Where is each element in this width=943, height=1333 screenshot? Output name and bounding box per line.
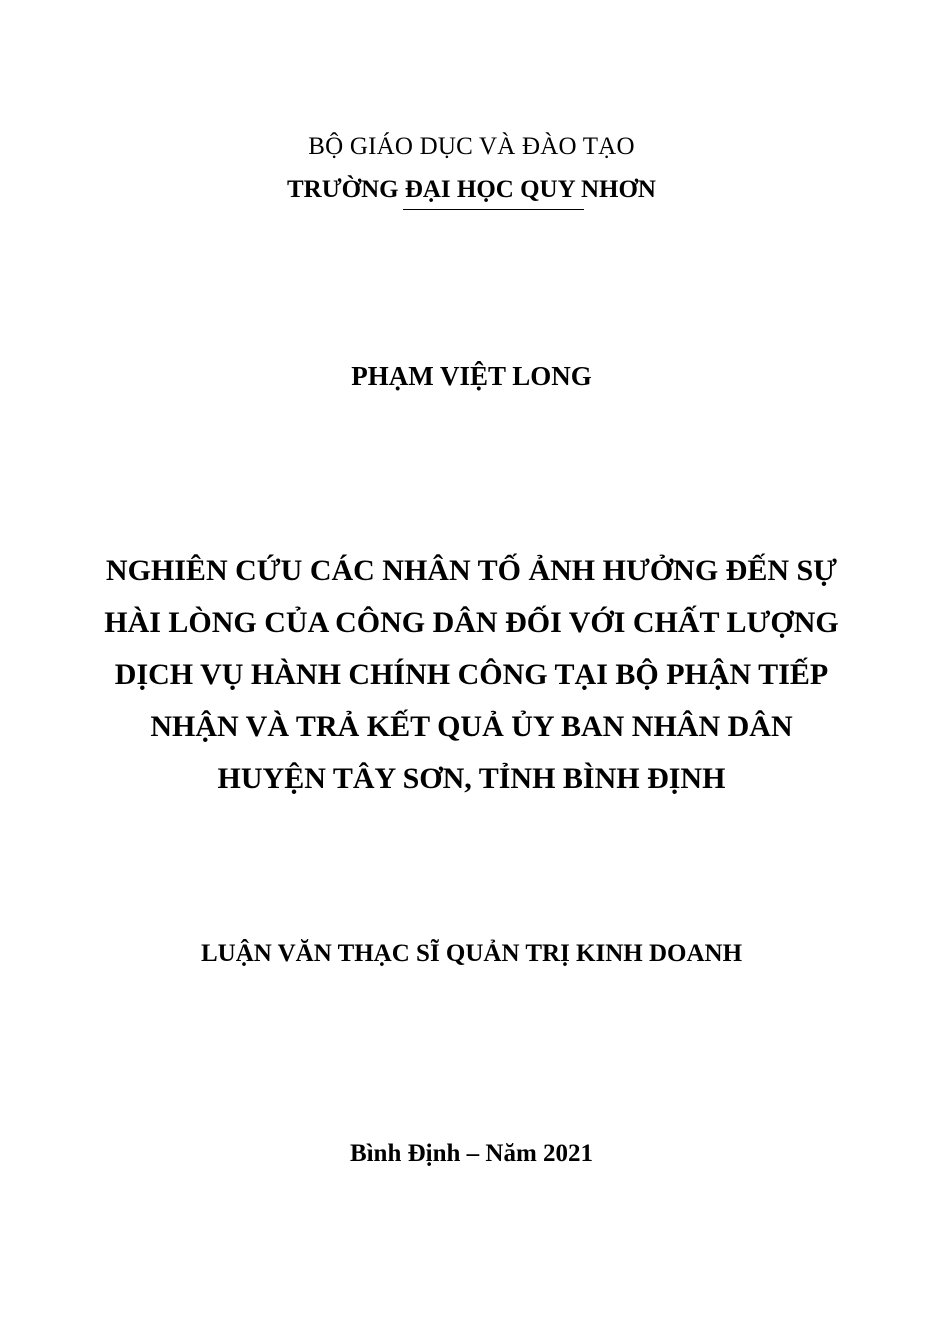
title-line: NHẬN VÀ TRẢ KẾT QUẢ ỦY BAN NHÂN DÂN bbox=[150, 710, 793, 743]
title-line: HÀI LÒNG CỦA CÔNG DÂN ĐỐI VỚI CHẤT LƯỢNG bbox=[104, 606, 839, 639]
header-underline bbox=[403, 209, 584, 210]
title-line: NGHIÊN CỨU CÁC NHÂN TỐ ẢNH HƯỞNG ĐẾN SỰ bbox=[105, 554, 838, 587]
title-line: DỊCH VỤ HÀNH CHÍNH CÔNG TẠI BỘ PHẬN TIẾP bbox=[114, 658, 829, 691]
place-and-year: Bình Định – Năm 2021 bbox=[349, 1140, 594, 1167]
title-line: HUYỆN TÂY SƠN, TỈNH BÌNH ĐỊNH bbox=[217, 762, 726, 795]
university-name: TRƯỜNG ĐẠI HỌC QUY NHƠN bbox=[287, 176, 656, 203]
author-name: PHẠM VIỆT LONG bbox=[351, 361, 592, 391]
thesis-title bbox=[0, 545, 943, 805]
degree-label: LUẬN VĂN THẠC SĨ QUẢN TRỊ KINH DOANH bbox=[200, 940, 743, 967]
ministry-name: BỘ GIÁO DỤC VÀ ĐÀO TẠO bbox=[308, 133, 635, 160]
